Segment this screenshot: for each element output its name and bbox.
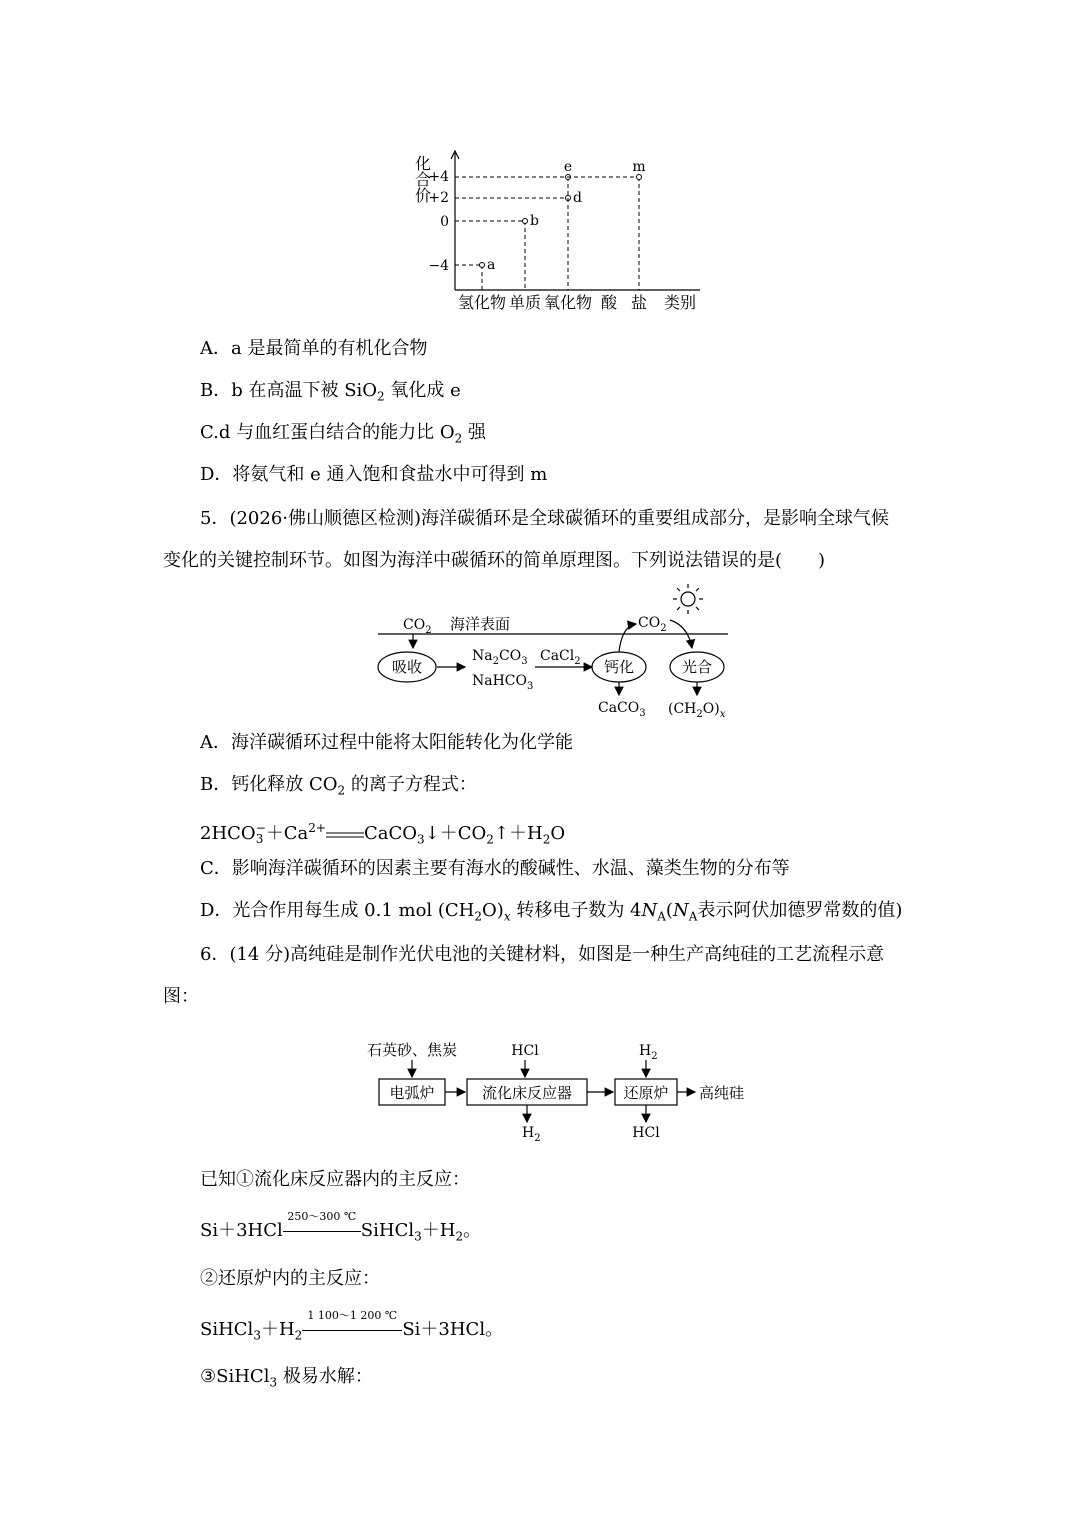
point-label-a: a — [487, 257, 496, 273]
cacl2-label: CaCl$_2$ — [540, 648, 581, 667]
q6-stem-line2: 图： — [163, 986, 199, 1007]
flow-input-h2: $H_2$ — [639, 1043, 658, 1062]
q5-option-a: A．海洋碳循环过程中能将太阳能转化为化学能 — [200, 732, 573, 753]
q4-option-d: D．将氨气和 e 通入饱和食盐水中可得到 m — [200, 464, 548, 485]
flow-input-hcl: HCl — [511, 1043, 539, 1059]
caco3-label: CaCO$_3$ — [598, 700, 646, 719]
point-label-e: e — [563, 159, 573, 175]
silicon-process-flowchart — [355, 1035, 755, 1145]
q4-option-c: C.d 与血红蛋白结合的能力比 $O_2$ 强 — [200, 422, 486, 446]
q6-reaction-2: $SiHCl_3+H_2$ 1 100～1 200 ℃ Si＋3HCl。 — [200, 1309, 504, 1343]
point-a — [480, 263, 485, 268]
point-b — [523, 219, 528, 224]
chart-xlabel: 类别 — [663, 293, 697, 312]
flow-box-reduction-furnace: 还原炉 — [623, 1084, 669, 1102]
flow-output-hcl: HCl — [632, 1125, 660, 1141]
absorb-node: 吸收 — [391, 658, 423, 676]
q5-stem-line2: 变化的关键控制环节。如图为海洋中碳循环的简单原理图。下列说法错误的是( ) — [163, 550, 826, 571]
photosynthesis-node: 光合 — [681, 658, 713, 676]
valence-category-chart — [400, 145, 710, 320]
flow-input-quartz-coke: 石英砂、焦炭 — [366, 1041, 458, 1059]
sun-icon — [673, 584, 703, 614]
q5-option-c: C．影响海洋碳循环的因素主要有海水的酸碱性、水温、藻类生物的分布等 — [200, 858, 790, 879]
ocean-carbon-cycle-diagram — [370, 582, 740, 722]
nahco3-label: NaHCO$_3$ — [472, 673, 534, 692]
q5-option-d: D．光合作用每生成 0.1 mol $(CH_2O)_x$ 转移电子数为 $4N_A(N_A$表示阿伏加德罗常数的值) — [200, 900, 903, 924]
flow-box-fluidized-bed: 流化床反应器 — [481, 1084, 573, 1102]
xtick-hydride: 氢化物 — [457, 293, 507, 312]
xtick-acid: 酸 — [600, 293, 618, 312]
flow-product-pure-silicon: 高纯硅 — [699, 1084, 745, 1102]
q6-stem-line1: 6．(14 分)高纯硅是制作光伏电池的关键材料，如图是一种生产高纯硅的工艺流程示意 — [200, 944, 885, 965]
chart-yticks — [428, 169, 449, 274]
na2co3-label: $Na_2CO_3$ — [472, 648, 528, 667]
q5-stem-line1: 5．(2026·佛山顺德区检测)海洋碳循环是全球碳循环的重要组成部分，是影响全球气候 — [200, 508, 890, 529]
xtick-element: 单质 — [508, 293, 542, 312]
point-m — [637, 175, 642, 180]
co2-left-label: $CO_2$ — [403, 617, 432, 636]
q4-option-b: B．b 在高温下被 SiO$_2$ 氧化成 e — [200, 380, 461, 404]
co2-top-label: $CO_2$ — [638, 615, 667, 634]
q6-known-3: ③SiHCl$_3$ 极易水解： — [200, 1366, 373, 1390]
q6-known-2: ②还原炉内的主反应： — [200, 1268, 380, 1289]
ytick-plus2: +2 — [428, 190, 449, 206]
q4-option-a: A．a 是最简单的有机化合物 — [200, 338, 428, 359]
ytick-plus4: +4 — [428, 169, 449, 185]
ytick-0: 0 — [440, 214, 449, 230]
flow-box-arc-furnace: 电弧炉 — [389, 1084, 435, 1102]
ch2o-label: $(CH_2O)_x$ — [668, 701, 726, 720]
xtick-salt: 盐 — [630, 293, 648, 312]
chart-ylabel: 化合价 — [412, 155, 432, 203]
chart-xticks — [458, 293, 696, 312]
q6-reaction-1: Si＋3HCl 250～300 ℃ $SiHCl_3+H_2$。 — [200, 1210, 482, 1244]
q5-ionic-equation: 2HCO − 3 $+Ca^{2+}$ $CaCO_3↓+CO_2↑+H_2O$ — [200, 821, 566, 847]
ytick-minus4: −4 — [428, 258, 449, 274]
ocean-surface-label: 海洋表面 — [450, 615, 511, 633]
flow-output-h2: $H_2$ — [522, 1125, 541, 1144]
point-label-b: b — [530, 213, 539, 229]
q6-known-1: 已知①流化床反应器内的主反应： — [200, 1169, 470, 1190]
q5-option-b: B．钙化释放 $CO_2$ 的离子方程式： — [200, 774, 477, 798]
point-label-m: m — [632, 159, 646, 175]
xtick-oxide: 氧化物 — [543, 293, 593, 312]
calcify-node: 钙化 — [603, 658, 635, 676]
point-label-d: d — [573, 190, 582, 206]
